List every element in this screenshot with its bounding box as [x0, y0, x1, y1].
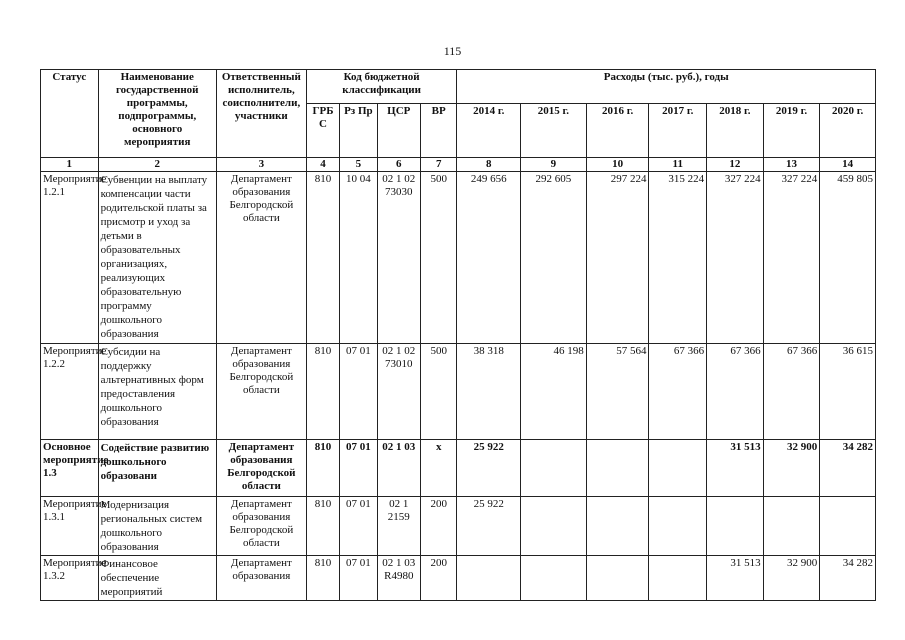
- row-value: 25 922: [457, 497, 521, 556]
- col-number: 4: [306, 158, 339, 172]
- col-number: 8: [457, 158, 521, 172]
- row-value: 46 198: [521, 344, 587, 440]
- table-row: [41, 172, 876, 344]
- row-value: [649, 556, 707, 601]
- row-rz: 07 01: [340, 440, 377, 497]
- row-value: 31 513: [707, 440, 764, 497]
- row-executor: Департамент образования Белгородской области: [216, 497, 306, 556]
- table-row: [41, 440, 876, 497]
- header-year: 2015 г.: [521, 104, 587, 158]
- row-value: [586, 497, 649, 556]
- header-status: Статус: [41, 70, 99, 158]
- row-grbs: 810: [306, 440, 339, 497]
- row-value: 459 805: [820, 172, 876, 344]
- header-grbs: ГРБ С: [306, 104, 339, 158]
- row-vr: 200: [421, 497, 457, 556]
- table-row: [41, 497, 876, 556]
- row-status: Мероприятие 1.3.2: [41, 556, 99, 601]
- header-vr: ВР: [421, 104, 457, 158]
- row-value: 315 224: [649, 172, 707, 344]
- table-row: [41, 556, 876, 601]
- row-value: 292 605: [521, 172, 587, 344]
- row-csr: 02 1 03: [377, 440, 420, 497]
- row-value: 31 513: [707, 556, 764, 601]
- header-rz: Рз Пр: [340, 104, 377, 158]
- row-status: Основное мероприятие 1.3: [41, 440, 99, 497]
- table-row: [41, 344, 876, 440]
- row-value: [586, 440, 649, 497]
- row-csr: 02 1 2159: [377, 497, 420, 556]
- budget-table: [40, 69, 876, 601]
- row-vr: х: [421, 440, 457, 497]
- row-value: 36 615: [820, 344, 876, 440]
- header-budget-code: Код бюджетной классификации: [306, 70, 457, 104]
- row-value: [820, 497, 876, 556]
- header-year: 2019 г.: [763, 104, 820, 158]
- row-value: 297 224: [586, 172, 649, 344]
- col-number: 12: [707, 158, 764, 172]
- column-numbers-row: [41, 158, 876, 172]
- row-name: Модернизация региональных систем дошкольного образования: [98, 497, 216, 556]
- row-executor: Департамент образования: [216, 556, 306, 601]
- page-number: 115: [443, 44, 462, 58]
- row-status: Мероприятие 1.2.1: [41, 172, 99, 344]
- row-csr: 02 1 03 R4980: [377, 556, 420, 601]
- row-grbs: 810: [306, 497, 339, 556]
- row-status: Мероприятие 1.2.2: [41, 344, 99, 440]
- row-rz: 07 01: [340, 497, 377, 556]
- row-executor: Департамент образования Белгородской области: [216, 344, 306, 440]
- row-value: [521, 497, 587, 556]
- col-number: 9: [521, 158, 587, 172]
- row-vr: 200: [421, 556, 457, 601]
- row-value: [763, 497, 820, 556]
- row-value: 67 366: [763, 344, 820, 440]
- row-vr: 500: [421, 344, 457, 440]
- col-number: 3: [216, 158, 306, 172]
- header-year: 2016 г.: [586, 104, 649, 158]
- header-year: 2014 г.: [457, 104, 521, 158]
- col-number: 14: [820, 158, 876, 172]
- row-grbs: 810: [306, 172, 339, 344]
- col-number: 1: [41, 158, 99, 172]
- row-rz: 07 01: [340, 556, 377, 601]
- col-number: 7: [421, 158, 457, 172]
- row-value: [649, 440, 707, 497]
- col-number: 10: [586, 158, 649, 172]
- row-value: 34 282: [820, 440, 876, 497]
- header-year: 2020 г.: [820, 104, 876, 158]
- col-number: 2: [98, 158, 216, 172]
- row-grbs: 810: [306, 344, 339, 440]
- row-grbs: 810: [306, 556, 339, 601]
- col-number: 13: [763, 158, 820, 172]
- row-value: 57 564: [586, 344, 649, 440]
- row-value: [521, 556, 587, 601]
- header-expenses: Расходы (тыс. руб.), годы: [457, 70, 876, 104]
- row-value: [586, 556, 649, 601]
- row-value: 327 224: [763, 172, 820, 344]
- row-value: 34 282: [820, 556, 876, 601]
- row-value: 32 900: [763, 556, 820, 601]
- header-year: 2017 г.: [649, 104, 707, 158]
- row-value: [521, 440, 587, 497]
- row-value: [707, 497, 764, 556]
- row-value: 249 656: [457, 172, 521, 344]
- row-name: Финансовое обеспечение мероприятий: [98, 556, 216, 601]
- row-rz: 07 01: [340, 344, 377, 440]
- row-value: 67 366: [649, 344, 707, 440]
- header-year: 2018 г.: [707, 104, 764, 158]
- row-value: [649, 497, 707, 556]
- row-value: 327 224: [707, 172, 764, 344]
- header-name: Наименование государственной программы, подпрограммы, основного мероприятия: [98, 70, 216, 158]
- row-executor: Департамент образования Белгородской области: [216, 440, 306, 497]
- col-number: 6: [377, 158, 420, 172]
- row-executor: Департамент образования Белгородской области: [216, 172, 306, 344]
- row-value: 67 366: [707, 344, 764, 440]
- row-value: 25 922: [457, 440, 521, 497]
- header-csr: ЦСР: [377, 104, 420, 158]
- row-name: Содействие развитию дошкольного образовани: [98, 440, 216, 497]
- row-value: 32 900: [763, 440, 820, 497]
- header-executor: Ответственный исполнитель, соисполнители, участники: [216, 70, 306, 158]
- row-value: [457, 556, 521, 601]
- row-status: Мероприятие 1.3.1: [41, 497, 99, 556]
- row-vr: 500: [421, 172, 457, 344]
- col-number: 11: [649, 158, 707, 172]
- row-rz: 10 04: [340, 172, 377, 344]
- row-csr: 02 1 02 73010: [377, 344, 420, 440]
- row-name: Субсидии на поддержку альтернативных форм предоставления дошкольного образования: [98, 344, 216, 440]
- col-number: 5: [340, 158, 377, 172]
- row-value: 38 318: [457, 344, 521, 440]
- row-csr: 02 1 02 73030: [377, 172, 420, 344]
- row-name: Субвенции на выплату компенсации части родительской платы за присмотр и уход за детьми в образовательных организациях, реализующих образовательную программу дошкольного образования: [98, 172, 216, 344]
